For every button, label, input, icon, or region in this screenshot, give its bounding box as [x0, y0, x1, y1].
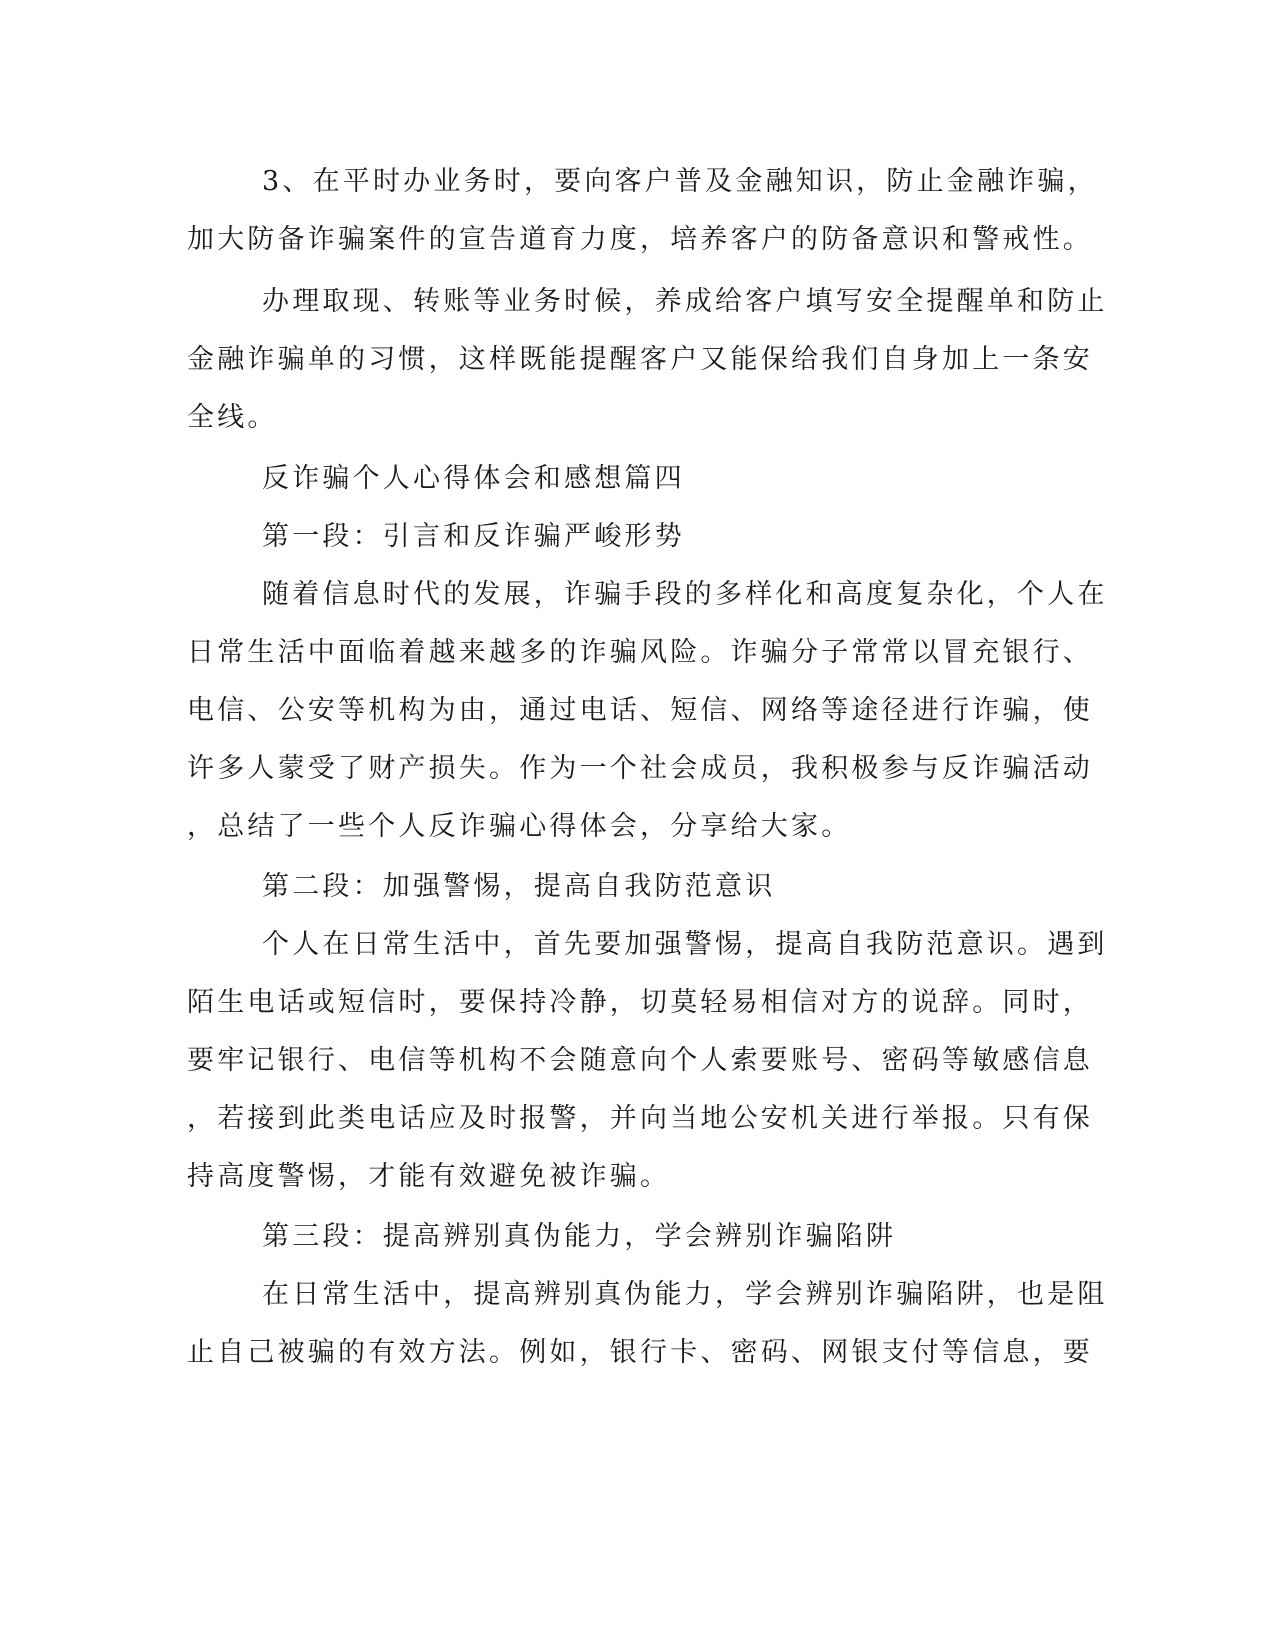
text-line: ，总结了一些个人反诈骗心得体会，分享给大家。 [187, 811, 852, 842]
section-heading: 反诈骗个人心得体会和感想篇四 [262, 463, 685, 494]
paragraph-heading: 第一段：引言和反诈骗严峻形势 [262, 521, 685, 552]
text-line: 止自己被骗的有效方法。例如，银行卡、密码、网银支付等信息，要 [187, 1337, 1093, 1368]
text-line: 在日常生活中，提高辨别真伪能力，学会辨别诈骗陷阱，也是阻 [262, 1279, 1108, 1310]
text-line: 个人在日常生活中，首先要加强警惕，提高自我防范意识。遇到 [262, 929, 1108, 960]
text-line: 电信、公安等机构为由，通过电话、短信、网络等途径进行诈骗，使 [187, 695, 1093, 726]
text-line: 持高度警惕，才能有效避免被诈骗。 [187, 1161, 671, 1192]
text-line: 全线。 [187, 402, 278, 433]
text-line: 加大防备诈骗案件的宣告道育力度，培养客户的防备意识和警戒性。 [187, 224, 1093, 255]
paragraph-heading: 第二段：加强警惕，提高自我防范意识 [262, 871, 776, 902]
paragraph-heading: 第三段：提高辨别真伪能力，学会辨别诈骗陷阱 [262, 1221, 897, 1252]
text-line: 许多人蒙受了财产损失。作为一个社会成员，我积极参与反诈骗活动 [187, 753, 1093, 784]
text-line: 3、在平时办业务时，要向客户普及金融知识，防止金融诈骗， [262, 166, 1098, 197]
text-line: 要牢记银行、电信等机构不会随意向个人索要账号、密码等敏感信息 [187, 1045, 1093, 1076]
text-line: 陌生电话或短信时，要保持冷静，切莫轻易相信对方的说辞。同时， [187, 987, 1093, 1018]
text-line: 随着信息时代的发展，诈骗手段的多样化和高度复杂化，个人在 [262, 579, 1108, 610]
text-line: ，若接到此类电话应及时报警，并向当地公安机关进行举报。只有保 [187, 1103, 1093, 1134]
text-line: 金融诈骗单的习惯，这样既能提醒客户又能保给我们自身加上一条安 [187, 344, 1093, 375]
text-line: 办理取现、转账等业务时候，养成给客户填写安全提醒单和防止 [262, 286, 1108, 317]
text-line: 日常生活中面临着越来越多的诈骗风险。诈骗分子常常以冒充银行、 [187, 637, 1093, 668]
